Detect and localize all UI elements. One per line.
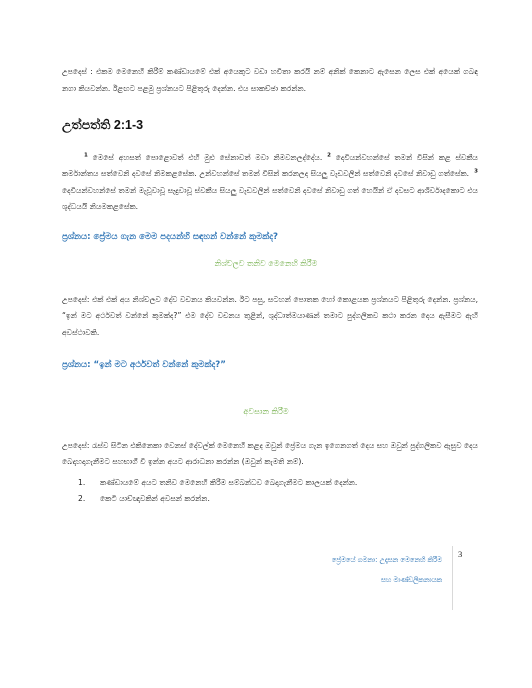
list-item-text: කෙටි යාච්ඥාවකින් අවසන් කරන්න. <box>100 493 210 503</box>
question-heading: ප්‍රශ්නය: “ඉන් මට අර්ථවත් වන්නේ කුමක්ද?” <box>62 360 226 370</box>
verse-number: 2 <box>327 152 331 159</box>
scripture-heading: උත්පත්ති 2:1-3 <box>62 118 144 132</box>
section-title: අවසාන කිරීම <box>243 407 289 416</box>
list-item-text: කණ්ඩායමේ අයට තනිව මෙනෙහි කිරීම සම්බන්ධව බෙදාගැනීමට කාලයක් දෙන්න. <box>100 478 358 487</box>
verse-text: මෙසේ අහසත් පොළොවත් එහි මුළු සේනාවත් මවා නිමවනලද්දේය. <box>92 153 323 162</box>
page-footer <box>332 550 442 590</box>
verse-number: 3 <box>474 168 478 175</box>
list-item <box>78 491 478 507</box>
page-number: 3 <box>458 549 463 559</box>
verse-text: දෙවියන්වහන්සේ තමන් විසින් කළ ස්වකීය කර්මාන්තය සත්වෙනි දවසේ නිමකළසේක. උන්වහන්සේ තමන් විසින් කරනලද සියලු වැඩවලින් සත්වෙනි දවසේ නිවාඩු ගත්සේක. <box>62 153 479 179</box>
verse-number: 1 <box>84 152 88 159</box>
intro-instructions: උපදෙස් : එකම මෙනෙහි කිරීම් කණ්ඩායමේ එක් අයෙකුට වඩා හවිතා කරයි නම් අනික් කෙනාට ඇසෙන ලෙස එක් අයෙක් ගබඳ නගා කියවන්න. ඊළඟට පළමු ප්‍රශ්නයට පිළිතුරු දෙන්න. එය සාකච්ඡා කරන්න. <box>62 67 478 93</box>
instructions-paragraph: උපදෙස්: එක් එක් අය නිශ්චලව දේව වචනය කියවන්න. ඊට පසු, සටහන් පොතක හෝ කොළයක ප්‍රශ්නයට පිළිතුරු දෙන්න. ප්‍රශ්නය, “ඉන් මට අර්ථවත් වන්නේ කුමක්ද?” එම දේව වචනය තුළින්, ශුද්ධාත්මයාණන් තමාට පුද්ගලිකව කථා කරන දෙය ඇසීමට ඇහි අවස්ථාවකි. <box>62 295 478 337</box>
scripture-passage <box>62 150 478 216</box>
section-title: නිශ්චලව තනිව මෙනෙහි කිරීම <box>214 259 318 268</box>
numbered-list <box>78 475 478 506</box>
footer-subtitle: සහ මාණ්ඩලිකනායක <box>380 576 442 584</box>
list-number: 1. <box>78 478 86 487</box>
question-heading: ප්‍රශ්නය: ප්‍රේමය ගැන මෙම පදයන්හි සඳහන් වන්නේ කුමක්ද? <box>62 232 279 242</box>
footer-title: ප්‍රේමයේ ගමනා: උදෑසන මෙනෙහි කිරීම <box>331 556 442 564</box>
verse-text: දෙවියන්වහන්සේ තමන් මැවූවාවූ සෑදුවාවූ ස්වකීය සියලු වැඩවලින් සත්වෙනි දවසේ නිවාඩු ගත් හෙයින් ඒ දවසට ආශිර්වාදකොට එය ශුද්ධයයි නියමකළසේක. <box>62 185 478 212</box>
instructions-paragraph: උපදෙස්: රැස්ව සිටින එකිනෙකා වෙනස් දේවල්ක් මෙනෙහි කළද ඔවුන් ප්‍රේමය ගැන ඉගෙනගත් දෙය සහ ඔවුන් පුද්ගලිකව ඇසුව දෙය බෙදාහදාගැනීමට සහභාගී වී ඉන්න අයට ආරාධනා කරන්න (ඔවුන් කැමති නම්). <box>62 441 478 467</box>
list-item <box>78 475 478 491</box>
list-number: 2. <box>78 493 86 503</box>
footer-divider <box>452 546 453 610</box>
